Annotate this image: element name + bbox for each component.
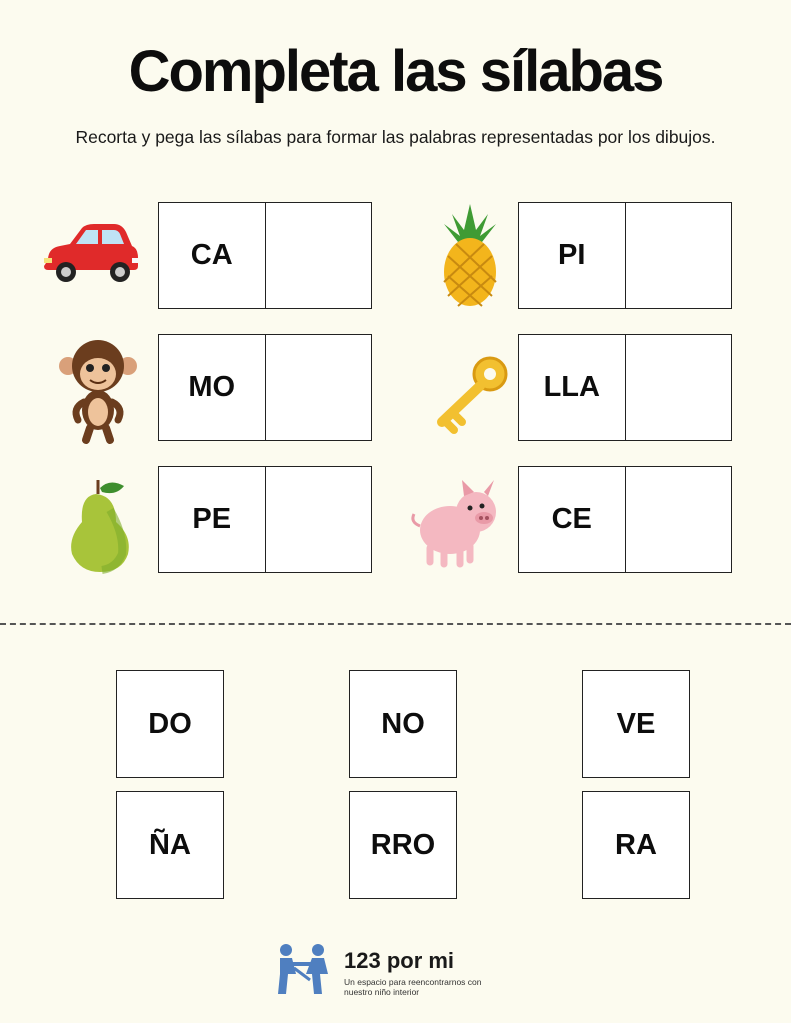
given-syllable: PE [192,503,232,535]
brand-tagline: Un espacio para reencontrarnos con nuestro niño interior [344,977,482,997]
paste-slot[interactable] [265,335,372,440]
pig-icon [404,468,508,578]
instructions: Recorta y pega las sílabas para formar las palabras representadas por los dibujos. [75,127,716,147]
word-box-pineapple [518,202,732,309]
word-box-monkey [158,334,372,441]
given-syllable: PI [558,239,586,271]
given-syllable: LLA [543,371,600,403]
paste-slot[interactable] [265,203,372,308]
paste-slot[interactable] [265,467,372,572]
given-syllable: CE [551,503,592,535]
word-box-car [158,202,372,309]
syllable-card[interactable]: ÑA [116,791,224,899]
brand-footer [272,940,532,1002]
syllable-card[interactable]: VE [582,670,690,778]
given-syllable: MO [188,371,236,403]
given-syllable: CA [190,239,233,271]
word-box-pig [518,466,732,573]
brand-name: 123 por mi [344,948,455,973]
pineapple-icon [420,200,520,310]
paste-slot[interactable] [625,203,732,308]
page-title: Completa las sílabas [128,39,663,104]
syllable-card[interactable]: RRO [349,791,457,899]
syllable-card[interactable]: RA [582,791,690,899]
children-playing-icon [272,940,334,1000]
word-box-pear [158,466,372,573]
key-icon [424,344,524,454]
monkey-icon [48,336,148,446]
paste-slot[interactable] [625,335,732,440]
paste-slot[interactable] [625,467,732,572]
car-icon [40,200,140,310]
syllable-card[interactable]: DO [116,670,224,778]
pear-icon [50,470,150,580]
cut-line [0,623,791,625]
syllable-card[interactable]: NO [349,670,457,778]
word-box-key [518,334,732,441]
